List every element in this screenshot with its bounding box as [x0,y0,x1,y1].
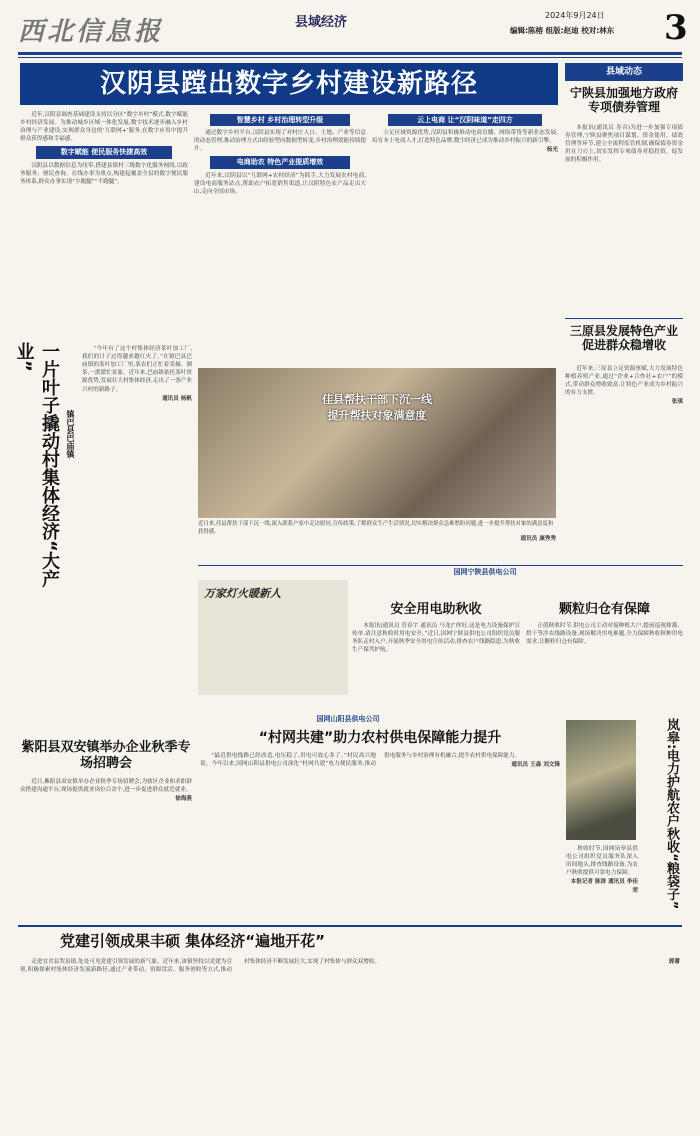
photo-desc-text: 近日来,佳县帮扶干部下沉一线,深入联系户家中走访慰问,宣传政策,了解群众生产生活情况,切实解决群众急难愁盼问题,进一步提升帮扶对象的满意度和获得感。 [198,521,554,535]
side-body [566,845,638,920]
right-divider [565,318,683,319]
power-section-rule [198,565,683,566]
main-para-3: 近年来,汉阴县以“互联网+农村经济”为抓手,大力发展农村电商,建设电商服务站点,帮助农户拓宽销售渠道,让汉阴特色农产品走出大山,走向全国市场。 [194,172,366,195]
village-photo [198,368,556,518]
power-story3-body [200,752,560,922]
story2-body [565,365,683,565]
side-title-vertical: 岚皋:电力护航农户秋收“粮袋子” [664,718,679,910]
editors-line: 编辑:陈榕 组版:赵迪 校对:林东 [510,26,615,35]
side-body-text: 秋收时节,国网岚皋县供电公司组织党员服务队深入田间地头,排查线路设备,为农户秋收提供可靠电力保障。 [566,846,638,877]
main-intro: 近年,汉阴县调查基础建设支持以分区“数字乡村”模式,数字赋能乡村经济发展。为推动城乡区域一体化发展,数字技术逐步融入乡村治理与产业建设,实现群众身边的‘互联网+’服务,在数字应用中提升群众获得感和幸福感。 [20,112,188,143]
story2-author: 张琪 [671,399,683,406]
issue-date: 2024年9月24日 [545,11,605,20]
power-story3-author: 通讯员 王森 刘文锋 [511,762,560,769]
story1-title: 宁陕县加强地方政府专项债券管理 [569,86,678,115]
photo-description [198,521,556,559]
main-para-4: 立足区域资源优势,汉阴县积极推动电商直播、网络带货等新业态发展,培育本土电商人才,打造特色品牌,数字经济已成为推动乡村振兴的新引擎。 [372,130,558,145]
photo-caption-line2: 提升帮扶对象满意度 [327,408,427,422]
power-story1-body [352,622,520,710]
side-photo [566,720,636,840]
power-label-2: 国网山阳县供电公司 [316,715,380,723]
power-story3-title: “村网共建”助力农村供电保障能力提升 [258,730,502,746]
power-story3-text: “最近供电线路已经改造,电压稳了,用电可放心多了。”村民高兴地说。今年以来,国网山阳县供电公司深化“村网共建”电力便民服务,推动供电服务与乡村治理有机融合,提升农村供电保障能力。 [200,753,521,768]
power-story2-text: 正值秋收时节,供电公司主动对接种植大户,提前巡视排灌、烘干等涉农线路设备,现场解决用电难题,全力保障秋收秋种用电需求,让颗粒归仓有保障。 [526,623,683,646]
header-rule [18,52,682,55]
feature-body-text: “今年有了这个村集体经济茶叶加工厂,我们的日子过得越来越红火了。”在镇巴县巴庙镇的茶叶加工厂里,茶农们正忙着采摘、制茶,一派繁忙景象。近年来,巴庙镇依托茶叶资源优势,发展壮大村集体经济,走出了一条产业兴村的新路子。 [82,346,192,393]
main-article-col2 [194,111,366,361]
power-story2-title: 颗粒归仓有保障 [558,602,650,617]
header-rule-thin [18,57,682,58]
left-story2-title: 紫阳县双安镇举办企业秋季专场招聘会 [21,740,191,771]
main-article-col3 [372,111,558,361]
bottom-rule [18,925,682,927]
feature-body [82,345,192,735]
story2-body-text: 近年来,三原县立足资源禀赋,大力发展特色种植养殖产业,通过“企业+合作社+农户”的模式,带动群众增收致富,让特色产业成为乡村振兴的有力支撑。 [565,366,683,397]
story2-title: 三原县发展特色产业促进群众稳增收 [569,324,678,353]
page-number: 3 [664,8,688,48]
section-title: 县域经济 [295,15,348,30]
cartoon-illustration [198,580,348,695]
feature-title-vertical: 一片叶子撬动村集体经济“大产业” [13,342,60,588]
bottom-article-body [20,958,680,1128]
bottom-article-text: 走进宜君县哭泉镇,处处可见党建引领发展的新气象。近年来,该镇坚持以党建为引领,积极探索村集体经济发展新路径,通过产业带动、资源盘活、服务创收等方式,推动村集体经济不断发展壮大,实现了村集体与群众双增收。 [20,959,381,974]
main-subhead-1: 数字赋能 便民服务快捷高效 [36,146,172,158]
photo-caption-line1: 佳县帮扶干部下沉一线 [322,393,432,406]
story1-body-text: 本报讯(通讯员 寿音)为进一步加强专项债券管理,宁陕县聚焦项目谋划、资金使用、绩效管理等环节,建立全流程监管机制,确保债券资金用在刀刃上,切实发挥专项债券对稳投资、促发展的积极作用。 [565,125,683,164]
power-story2-body [526,622,683,710]
feature-author: 通讯员 杨帆 [162,395,192,402]
bottom-article-title: 党建引领成果丰硕 集体经济“遍地开花” [60,932,325,950]
side-author: 本报记者 陈涛 通讯员 李佳荣 [570,879,638,894]
story1-body [565,124,683,314]
main-para-2: 通过数字乡村平台,汉阴县实现了对村庄人口、土地、产业等信息的动态管理,推动治理方式由经验型向数据型转变,乡村治理效能持续提升。 [194,130,366,153]
main-subhead-2: 智慧乡村 乡村治理转型升级 [210,114,350,126]
power-label-1: 国网宁陕县供电公司 [453,568,517,576]
main-author: 杨光 [546,147,558,154]
left-story2-text: 近日,紫阳县双安镇举办企业秋季专场招聘会,为辖区企业和求职群众搭建沟通平台,现场提供就业岗位百余个,进一步促进群众就近就业。 [20,779,192,794]
right-column-bar: 县域动态 [565,63,683,81]
masthead-brand: 西北信息报 [18,17,164,47]
bottom-article-author: 郭蕾 [668,959,680,965]
main-subhead-4: 云上电商 让“汉阴味道”走四方 [388,114,542,126]
feature-byline: 镇巴县巴庙镇 [66,410,75,458]
left-story2-author: 徐海燕 [175,796,192,803]
power-story1-title: 安全用电助秋收 [390,602,482,617]
main-article-col1 [20,111,188,328]
photo-author: 通讯员 康秀秀 [520,536,556,543]
power-story1-text: 本报讯(通讯员 管春宇 通讯员 马龙)“你好,这是电力设施保护宣传单,请注意秋收时用电安全。”近日,国网宁陕县供电公司组织党员服务队走村入户,开展秋季安全用电宣传活动,排查农户线路隐患,为秋收生产保驾护航。 [352,623,520,654]
cartoon-label: 万家灯火暖新人 [204,587,281,600]
left-story2-body [20,778,192,923]
main-subhead-3: 电商助农 特色产业提质增效 [210,156,350,168]
main-para-1: 汉阴县以数据信息为纽带,搭建县镇村三级数字化服务网络,以政务服务、便民查询、在线办事为重点,构建起覆盖全县的数字便民服务体系,群众办事实现“少跑腿”“不跑腿”。 [20,162,188,185]
main-headline: 汉阴县蹚出数字乡村建设新路径 [20,63,558,105]
